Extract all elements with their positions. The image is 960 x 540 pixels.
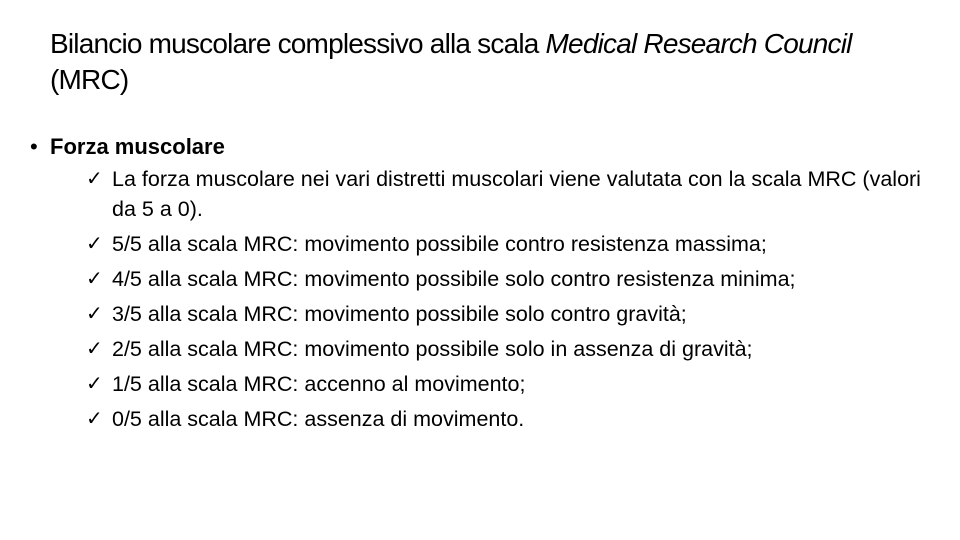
list-item	[30, 334, 922, 364]
list-item-text: La forza muscolare nei vari distretti muscolari viene valutata con la scala MRC (valori da 5 a 0).	[112, 167, 921, 221]
list-item	[30, 299, 922, 329]
list-item-text: 3/5 alla scala MRC: movimento possibile solo contro gravità;	[112, 302, 687, 326]
list-item-text: 4/5 alla scala MRC: movimento possibile solo contro resistenza minima;	[112, 267, 796, 291]
list-item	[30, 264, 922, 294]
title-part-3: (MRC)	[50, 64, 129, 95]
title-part-2-italic: Medical Research Council	[545, 28, 852, 59]
bullet-forza-muscolare	[30, 130, 910, 164]
list-item	[30, 404, 922, 434]
slide-title	[50, 26, 910, 98]
bullet-label: Forza muscolare	[50, 134, 225, 159]
check-list	[30, 164, 921, 434]
list-item-text: 0/5 alla scala MRC: assenza di movimento.	[112, 407, 525, 431]
list-item	[30, 164, 922, 224]
checkmark-icon: ✓	[86, 168, 103, 190]
checkmark-icon: ✓	[86, 303, 103, 325]
checkmark-icon: ✓	[86, 233, 103, 255]
checkmark-icon: ✓	[86, 268, 103, 290]
slide-content	[30, 130, 921, 439]
checkmark-icon: ✓	[86, 373, 103, 395]
list-item-text: 1/5 alla scala MRC: accenno al movimento;	[112, 372, 526, 396]
list-item	[30, 229, 922, 259]
bullet-dot-icon: •	[30, 134, 38, 159]
list-item	[30, 369, 922, 399]
checkmark-icon: ✓	[86, 338, 103, 360]
checkmark-icon: ✓	[86, 408, 103, 430]
list-item-text: 2/5 alla scala MRC: movimento possibile solo in assenza di gravità;	[112, 337, 753, 361]
title-part-1: Bilancio muscolare complessivo alla scala	[50, 28, 546, 59]
list-item-text: 5/5 alla scala MRC: movimento possibile contro resistenza massima;	[112, 232, 767, 256]
